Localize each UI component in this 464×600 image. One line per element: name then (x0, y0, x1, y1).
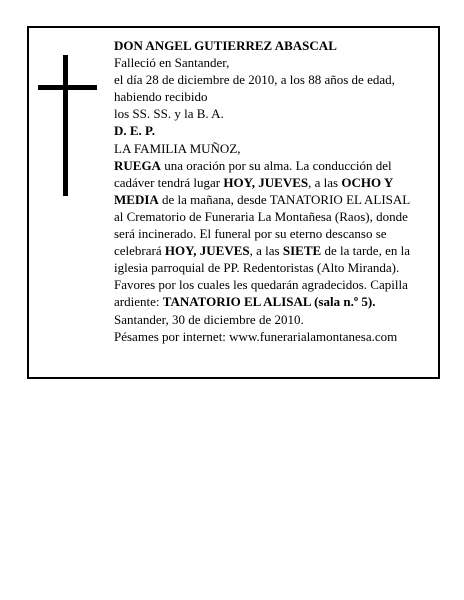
ceremony-text-2: , a las (308, 174, 342, 190)
chapel-location: TANATORIO EL ALISAL (sala n.º 5). (162, 294, 376, 310)
ceremony-text-4: , a las (249, 243, 283, 259)
dep-line: D. E. P. (114, 123, 156, 139)
death-date: el día 28 de diciembre de 2010, a los 88 años de edad, habiendo recibido (114, 72, 395, 105)
family-line: LA FAMILIA MUÑOZ, (114, 140, 241, 156)
sacraments-line: los SS. SS. y la B. A. (114, 106, 224, 122)
death-place: Falleció en Santander, (114, 55, 230, 71)
hoy-jueves-1: HOY, JUEVES (223, 174, 309, 190)
hoy-jueves-2: HOY, JUEVES (164, 243, 250, 259)
ceremony-text-3: de la mañana, desde TANATORIO EL ALISAL al Crematorio de Funeraria La Montañesa (Raos), donde será incinerado. El funeral por su eterno descanso se celebrará (114, 191, 410, 259)
notice-text (114, 37, 416, 345)
ruega-word: RUEGA (114, 157, 161, 173)
ocho-y-media: OCHO Y MEDIA (114, 174, 393, 207)
cross-icon (63, 55, 68, 196)
ceremony-text-1: una oración por su alma. La conducción del cadáver tendrá lugar (114, 157, 392, 190)
ceremony-paragraph (114, 157, 416, 311)
cross-icon-bar (38, 85, 97, 90)
date-line: Santander, 30 de diciembre de 2010. (114, 311, 304, 327)
ceremony-text-5: de la tarde, en la iglesia parroquial de PP. Redentoristas (Alto Miranda). Favores por los cuales les quedarán agradecidos. Capilla ardiente: (114, 243, 410, 310)
condolences-line: Pésames por internet: www.funerarialamontanesa.com (114, 328, 398, 344)
deceased-name: DON ANGEL GUTIERREZ ABASCAL (114, 38, 337, 53)
siete: SIETE (282, 243, 322, 259)
